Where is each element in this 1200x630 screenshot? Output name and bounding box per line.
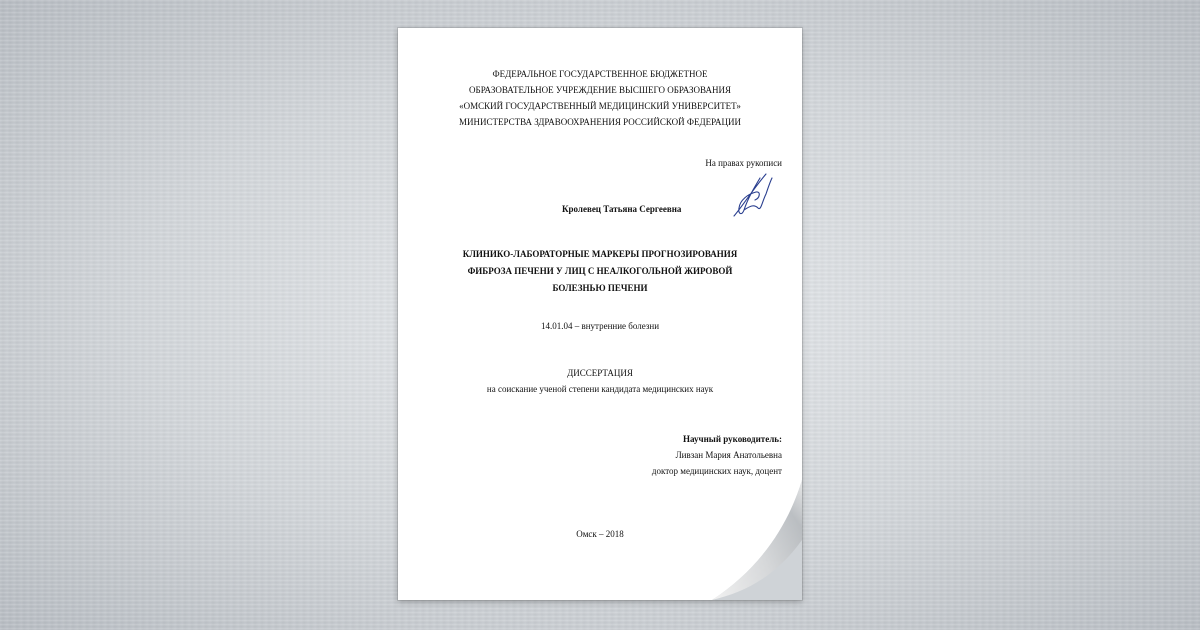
place-and-year: Омск – 2018 xyxy=(576,529,624,539)
signature-image xyxy=(714,164,784,234)
degree-statement: на соискание ученой степени кандидата медицинских наук xyxy=(486,384,714,394)
document-page xyxy=(398,28,802,600)
institution-line-4: МИНИСТЕРСТВА ЗДРАВООХРАНЕНИЯ РОССИЙСКОЙ ФЕДЕРАЦИИ xyxy=(458,117,741,127)
supervisor-credentials: доктор медицинских наук, доцент xyxy=(651,466,782,476)
institution-line-3: «ОМСКИЙ ГОСУДАРСТВЕННЫЙ МЕДИЦИНСКИЙ УНИВЕРСИТЕТ» xyxy=(459,101,741,111)
institution-line-1: ФЕДЕРАЛЬНОЕ ГОСУДАРСТВЕННОЕ БЮДЖЕТНОЕ xyxy=(492,69,708,79)
supervisor-name: Ливзан Мария Анатольевна xyxy=(675,450,782,460)
page-curl-decoration xyxy=(712,480,802,600)
supervisor-heading: Научный руководитель: xyxy=(683,434,782,444)
specialty-code: 14.01.04 – внутренние болезни xyxy=(540,321,660,331)
manuscript-rights-label: На правах рукописи xyxy=(705,158,782,168)
dissertation-title-line-2: ФИБРОЗА ПЕЧЕНИ У ЛИЦ С НЕАЛКОГОЛЬНОЙ ЖИРОВОЙ xyxy=(467,266,733,276)
institution-line-2: ОБРАЗОВАТЕЛЬНОЕ УЧРЕЖДЕНИЕ ВЫСШЕГО ОБРАЗОВАНИЯ xyxy=(469,85,731,95)
dissertation-title-line-3: БОЛЕЗНЬЮ ПЕЧЕНИ xyxy=(552,283,648,293)
dissertation-title-line-1: КЛИНИКО-ЛАБОРАТОРНЫЕ МАРКЕРЫ ПРОГНОЗИРОВАНИЯ xyxy=(462,249,738,259)
document-type: ДИССЕРТАЦИЯ xyxy=(567,368,633,378)
author-name: Кролевец Татьяна Сергеевна xyxy=(562,204,682,214)
